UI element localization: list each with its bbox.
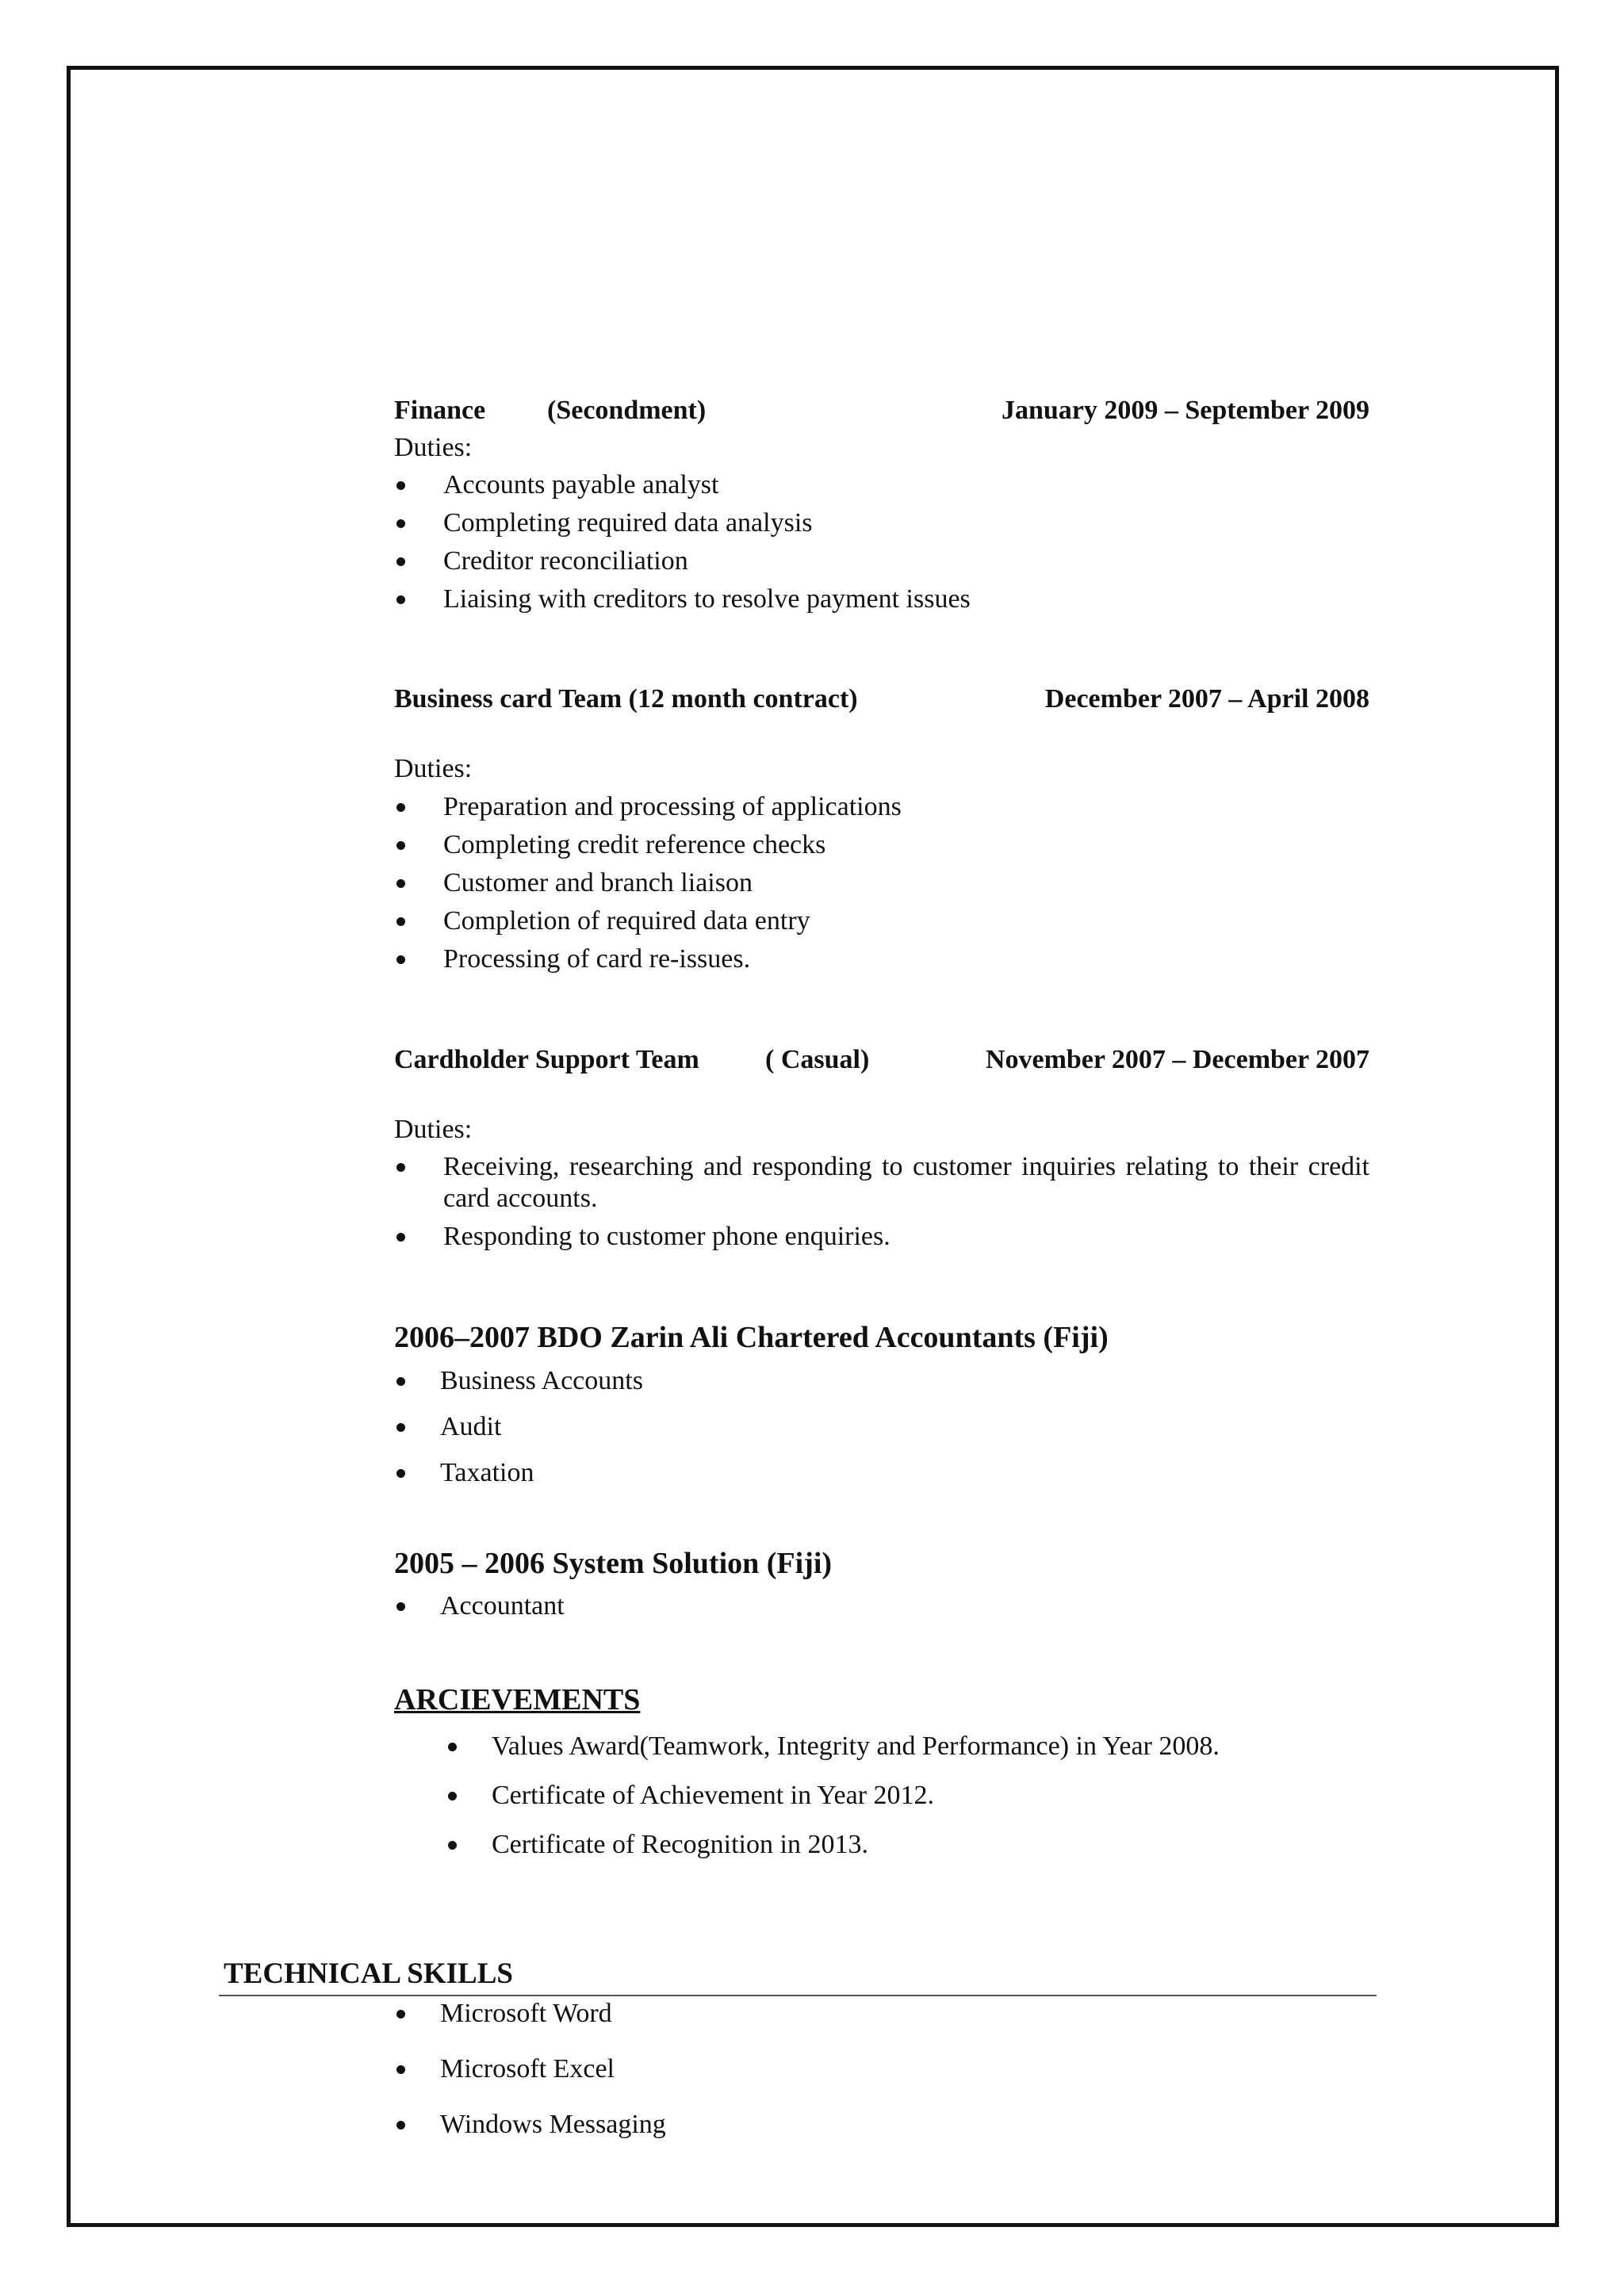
list-item: Processing of card re-issues. <box>394 943 1369 982</box>
list-item: Microsoft Word <box>394 1998 1369 2053</box>
job-title: Finance <box>394 396 486 425</box>
section-heading-bdo: 2006–2007 BDO Zarin Ali Chartered Accountants (Fiji) <box>394 1321 1109 1354</box>
duties-label: Duties: <box>394 433 473 462</box>
list-item: Creditor reconciliation <box>394 545 1369 584</box>
bullet-icon <box>396 1233 405 1242</box>
section-divider <box>219 1995 1377 1996</box>
achievements-title: ARCIEVEMENTS <box>394 1683 641 1716</box>
duties-label: Duties: <box>394 754 473 783</box>
technical-skills-list <box>394 1998 1369 2164</box>
list-item: Preparation and processing of applications <box>394 791 1369 829</box>
duties-list <box>394 791 1369 982</box>
duties-list <box>394 469 1369 622</box>
list-item: Windows Messaging <box>394 2109 1369 2164</box>
bullet-icon <box>396 2121 405 2130</box>
bullet-icon <box>396 2065 405 2074</box>
bullet-icon <box>396 955 405 964</box>
bullet-icon <box>396 1602 405 1611</box>
job-dates: December 2007 – April 2008 <box>1044 684 1369 714</box>
list-item: Responding to customer phone enquiries. <box>394 1221 1369 1259</box>
list-item: Microsoft Excel <box>394 2053 1369 2109</box>
job-title: Cardholder Support Team <box>394 1045 699 1074</box>
duties-list <box>394 1151 1369 1259</box>
achievements-list <box>444 1731 1396 1878</box>
list-item: Accounts payable analyst <box>394 469 1369 507</box>
job-dates: January 2009 – September 2009 <box>1001 396 1369 425</box>
list-item: Taxation <box>394 1457 1369 1503</box>
list-item: Completing required data analysis <box>394 507 1369 545</box>
bullet-icon <box>448 1743 457 1751</box>
list-item: Liaising with creditors to resolve payment issues <box>394 584 1369 622</box>
duties-label: Duties: <box>394 1115 473 1144</box>
bullet-icon <box>448 1792 457 1800</box>
list-item: Receiving, researching and responding to customer inquiries relating to their credit card accounts. <box>394 1151 1369 1221</box>
bullet-icon <box>396 1469 405 1478</box>
bullet-icon <box>396 481 405 490</box>
bullet-icon <box>396 1163 405 1172</box>
bullet-icon <box>396 841 405 850</box>
bullet-icon <box>396 595 405 604</box>
technical-skills-title: TECHNICAL SKILLS <box>224 1957 513 1990</box>
bullet-icon <box>448 1841 457 1850</box>
bullet-icon <box>396 1423 405 1432</box>
job-dates: November 2007 – December 2007 <box>985 1045 1369 1074</box>
section-heading-system-solution: 2005 – 2006 System Solution (Fiji) <box>394 1547 833 1580</box>
bullet-icon <box>396 879 405 888</box>
list-item: Certificate of Recognition in 2013. <box>444 1829 1396 1878</box>
page-border <box>67 66 1559 2227</box>
bullet-icon <box>396 557 405 566</box>
bullet-icon <box>396 519 405 528</box>
job-type: (Secondment) <box>547 396 707 425</box>
list-item: Business Accounts <box>394 1365 1369 1411</box>
bullet-icon <box>396 2010 405 2019</box>
system-solution-list <box>394 1590 1369 1636</box>
bullet-icon <box>396 917 405 926</box>
list-item: Customer and branch liaison <box>394 867 1369 905</box>
bullet-icon <box>396 803 405 812</box>
list-item: Accountant <box>394 1590 1369 1636</box>
list-item: Completing credit reference checks <box>394 829 1369 867</box>
list-item: Completion of required data entry <box>394 905 1369 943</box>
list-item: Certificate of Achievement in Year 2012. <box>444 1780 1396 1829</box>
list-item: Audit <box>394 1411 1369 1457</box>
job-type: ( Casual) <box>765 1045 870 1074</box>
bullet-icon <box>396 1377 405 1386</box>
list-item: Values Award(Teamwork, Integrity and Performance) in Year 2008. <box>444 1731 1396 1780</box>
job-title: Business card Team (12 month contract) <box>394 684 858 714</box>
bdo-list <box>394 1365 1369 1503</box>
